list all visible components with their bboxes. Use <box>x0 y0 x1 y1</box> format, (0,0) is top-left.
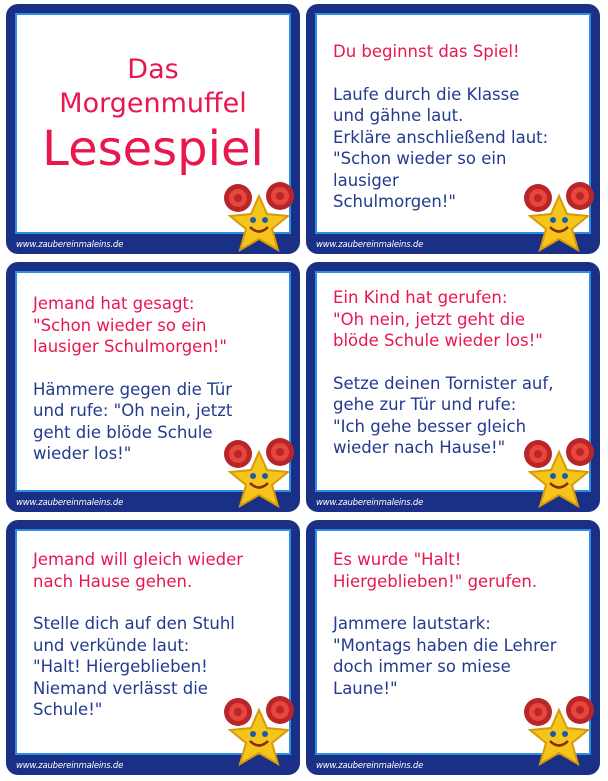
star-mascot-icon <box>522 182 596 252</box>
title-line-3: Lesespiel <box>42 121 264 177</box>
star-mascot-icon <box>522 696 596 766</box>
star-mascot-icon <box>222 438 296 508</box>
game-card <box>306 4 600 254</box>
footer-url: www.zaubereinmaleins.de <box>16 498 124 508</box>
card-instruction-trigger: Jemand will gleich wieder nach Hause gehen. <box>33 550 244 591</box>
footer-url: www.zaubereinmaleins.de <box>16 761 124 771</box>
card-instruction-action: Hämmere gegen die Tür und rufe: "Oh nein, jetzt geht die blöde Schule wieder los!" <box>33 379 233 463</box>
title-line-1: Das <box>127 54 179 85</box>
title-line-2: Morgenmuffel <box>59 88 247 119</box>
game-card <box>306 520 600 775</box>
game-card <box>6 262 300 512</box>
star-mascot-icon <box>222 696 296 766</box>
card-instruction-trigger: Ein Kind hat gerufen: "Oh nein, jetzt geht die blöde Schule wieder los!" <box>333 288 543 350</box>
card-instruction-trigger: Jemand hat gesagt: "Schon wieder so ein lausiger Schulmorgen!" <box>33 294 227 356</box>
game-card <box>6 520 300 775</box>
star-mascot-icon <box>222 182 296 252</box>
card-instruction-action: Jammere lautstark: "Montags haben die Lehrer doch immer so miese Laune!" <box>333 614 557 698</box>
footer-url: www.zaubereinmaleins.de <box>316 498 424 508</box>
footer-url: www.zaubereinmaleins.de <box>316 761 424 771</box>
card-instruction-action: Setze deinen Tornister auf, gehe zur Tür und rufe: "Ich gehe besser gleich wieder nach Hause!" <box>333 373 554 457</box>
card-instruction-action: Laufe durch die Klasse und gähne laut. Erkläre anschließend laut: "Schon wieder so ein lausiger Schulmorgen!" <box>333 84 549 211</box>
card-instruction-trigger: Es wurde "Halt! Hiergeblieben!" gerufen. <box>333 550 538 591</box>
card-instruction-action: Stelle dich auf den Stuhl und verkünde laut: "Halt! Hiergeblieben! Niemand verlässt die Schule!" <box>33 614 235 719</box>
footer-url: www.zaubereinmaleins.de <box>16 240 124 250</box>
star-mascot-icon <box>522 438 596 508</box>
game-card <box>306 262 600 512</box>
footer-url: www.zaubereinmaleins.de <box>316 240 424 250</box>
title-card <box>6 4 300 254</box>
card-instruction-trigger: Du beginnst das Spiel! <box>333 42 520 61</box>
